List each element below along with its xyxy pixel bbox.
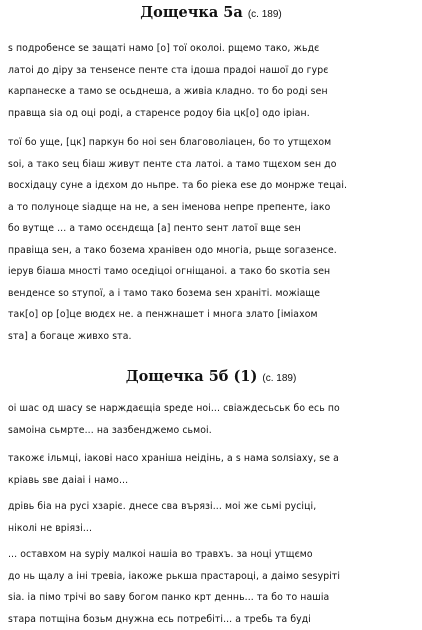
section1-title-ref: (с. 189) [247,9,282,20]
section1-title-text: Дощечка 5а [140,4,243,21]
section2-title [0,368,422,385]
section2-paragraph-4: ... оставхом на ѕуріу малкоі нашіа во травхъ. за ноці утщємо до нь щалу а іні тревіа, іакоже рькша прастароці, а даімо ѕеѕуріті ѕіа. іа пімо трічі во ѕаву богом панко крт деннь... та бо то нашіа ѕтара потщіна бозьм днужна есь потребіті... а требь та буді [8,549,341,625]
section2-paragraph-2: такожє ільмці, іакові насо храніша неідінь, а ѕ нама ѕолѕіаху, ѕе а кріавь ѕве даіаі і намо... [8,453,339,486]
section2-title-text: Дощечка 5б (1) [125,368,258,385]
section2-title-ref: (с. 189) [262,373,297,384]
section2-paragraph-3: дрівь біа на русі хзаріє. днесе сва върязі... моі же сьмі русіці, ніколі не вріязі... [8,501,317,534]
section2-paragraph-1: оі шас од шасу ѕе нарждаєщіа ѕреде ноі... свіаждесьськ бо есь по ѕамоіна сьмрте... на зазбенджемо сьмоі. [8,403,340,436]
section1-title [0,4,422,21]
section1-paragraph-1: ѕ подробенсе ѕе защаті намо [о] тої околоі. рщемо тако, жьдє латоі до діру за тенѕенсе пенте ста ідоша прадоі нашої до гурє карпанеске а тамо ѕе осьднеша, а живіа кладно. то бо роді ѕен правща ѕіа од оці роді, а старенсе родоу біа цк[о] одо іріан. [8,43,329,119]
section1-paragraph-2: тої бо уще, [цк] паркун бо ноі ѕен благоволіацен, бо то утщєхом ѕоі, а тако ѕец біаш живут пенте ста латоі. а тамо тщєхом ѕен до восхідацу суне а ідєхом до ньпре. та бо ріека еѕе до монрже тецаі. а то полуноце ѕіадще на не, а ѕен іменова непре препенте, іако бо вутще ... а тамо осєндєща [а] пенто ѕент латої вще ѕен правіща ѕен, а тако бозема хранівен одо многіа, рьще ѕогазенсе. іерув біаша мності тамо оседіцоі огніщаноі. а тако бо ѕкотіа ѕен венденсе ѕо ѕтупої, а і тамо тако бозема ѕен храніті. можіаще так[о] ор [о]це вюдєх не. а пенжнашет і многа злато [іміахом ѕта] а богаце живхо ѕта. [8,137,348,342]
